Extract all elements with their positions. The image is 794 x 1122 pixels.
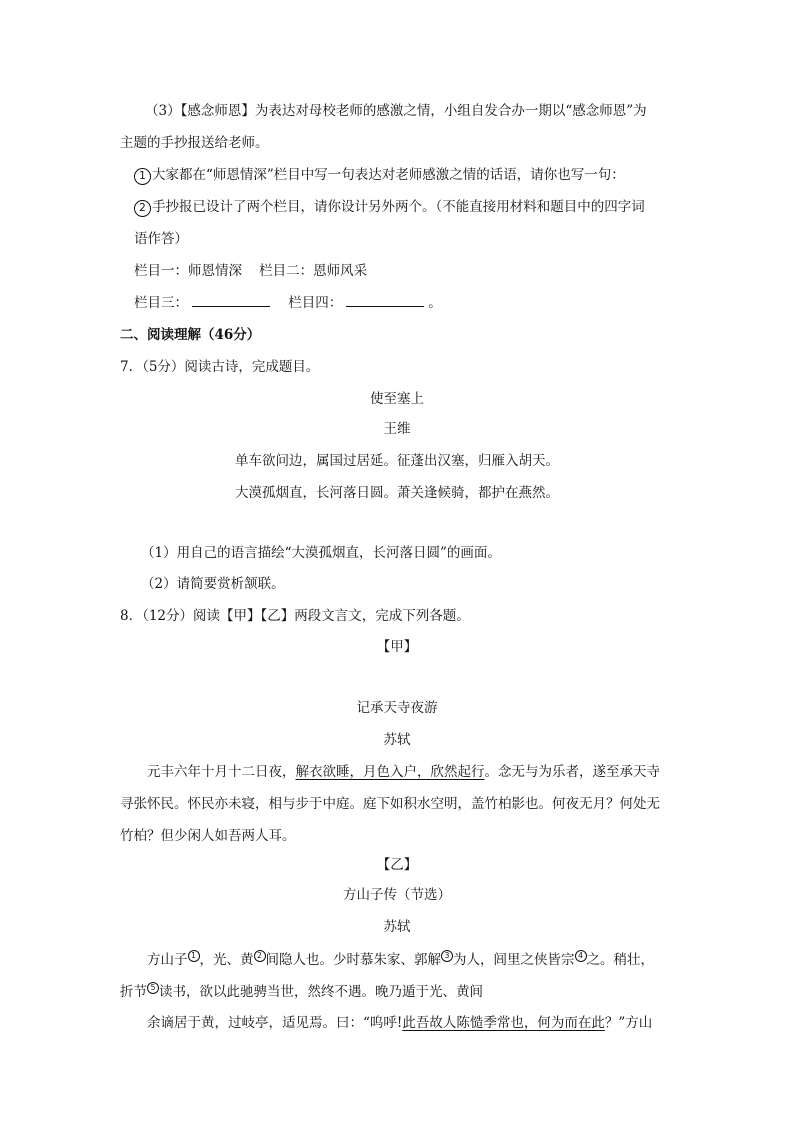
yi-paragraph-line1 — [147, 950, 654, 969]
yi-text: 间隐人也。少时慕朱家、郭解 — [265, 952, 441, 968]
yi-text: 为人，闾里之侠皆宗 — [453, 952, 575, 968]
footnote-marker-5: 5 — [147, 982, 159, 994]
yi-text: 读书，欲以此驰骋当世，然终不遇。晚乃遁于光、黄间 — [159, 984, 483, 1000]
footnote-marker-3: 3 — [441, 950, 453, 962]
yi-underlined-sentence: 此吾故人陈慥季常也，何为而在此 — [402, 1015, 605, 1031]
q6-answer-columns — [134, 294, 442, 312]
yi-text: 之。稍壮， — [586, 952, 654, 968]
column3-answer-blank[interactable] — [192, 294, 270, 307]
q6-item1-text: 大家都在“师恩情深”栏目中写一句表达对老师感激之情的话语，请你也写一句： — [152, 167, 625, 183]
yi-text: 折节 — [120, 984, 147, 1000]
q6-item1 — [134, 166, 625, 185]
jia-author: 苏轼 — [383, 732, 411, 748]
yi-paragraph-line3 — [147, 1014, 652, 1032]
q6-given-columns: 栏目一：师恩情深 栏目二：恩师风采 — [134, 263, 368, 279]
jia-text: 。念无与为乐者，遂至承天寺 — [484, 764, 660, 780]
circled-number-1: 1 — [134, 168, 151, 185]
yi-text: 余谪居于黄，过岐亭，适见焉。曰：“呜呼! — [147, 1015, 403, 1031]
yi-text: 方山子 — [147, 952, 188, 968]
jia-paragraph-line1 — [147, 763, 660, 781]
jia-underlined-sentence: 解衣欲睡，月色入户，欣然起行 — [295, 764, 485, 780]
column3-label: 栏目三： — [134, 295, 188, 311]
q6-part3-line2: 主题的手抄报送给老师。 — [120, 135, 269, 151]
q7-stem: 7．（5分）阅读古诗，完成题目。 — [120, 359, 320, 375]
circled-number-2: 2 — [134, 200, 151, 217]
yi-text: ？”方山 — [604, 1015, 653, 1031]
jia-title: 记承天寺夜游 — [356, 700, 438, 716]
q6-item2 — [134, 198, 645, 217]
yi-text: ，光、黄 — [199, 952, 254, 968]
q6-item2-continued: 语作答） — [134, 231, 188, 247]
poem-line1: 单车欲问边，属国过居延。征蓬出汉塞，归雁入胡天。 — [235, 453, 559, 469]
q7-sub1: （1）用自己的语言描绘“大漠孤烟直，长河落日圆”的画面。 — [141, 545, 501, 561]
poem-line2: 大漠孤烟直，长河落日圆。萧关逢候骑，都护在燕然。 — [235, 485, 559, 501]
jia-paragraph-line3: 竹柏？但少闲人如吾两人耳。 — [120, 828, 296, 844]
jia-label: 【甲】 — [376, 639, 418, 655]
yi-title: 方山子传（节选） — [343, 887, 451, 903]
column-end-mark: 。 — [428, 295, 442, 311]
poem-author: 王维 — [383, 421, 411, 437]
jia-paragraph-line2: 寻张怀民。怀民亦未寝，相与步于中庭。庭下如积水空明，盖竹柏影也。何夜无月？何处无 — [120, 796, 660, 812]
q6-item2-text: 手抄报已设计了两个栏目，请你设计另外两个。（不能直接用材料和题目中的四字词 — [152, 199, 645, 215]
jia-text: 元丰六年十月十二日夜， — [147, 764, 296, 780]
poem-title: 使至塞上 — [370, 391, 424, 407]
q8-stem: 8．（12分）阅读【甲】【乙】两段文言文，完成下列各题。 — [120, 608, 470, 624]
footnote-marker-4: 4 — [575, 950, 587, 962]
column4-label: 栏目四： — [288, 295, 343, 311]
column4-answer-blank[interactable] — [346, 294, 424, 307]
yi-paragraph-line2 — [120, 982, 483, 1001]
yi-label: 【乙】 — [376, 857, 418, 873]
footnote-marker-1: 1 — [188, 950, 200, 962]
q6-part3-line1: （3）【感念师恩】为表达对母校老师的感激之情，小组自发合办一期以“感念师恩”为 — [145, 103, 647, 119]
q7-sub2: （2）请简要赏析颔联。 — [141, 576, 285, 592]
footnote-marker-2: 2 — [254, 950, 266, 962]
yi-author: 苏轼 — [383, 919, 411, 935]
section2-heading: 二、阅读理解（46分） — [120, 327, 261, 343]
